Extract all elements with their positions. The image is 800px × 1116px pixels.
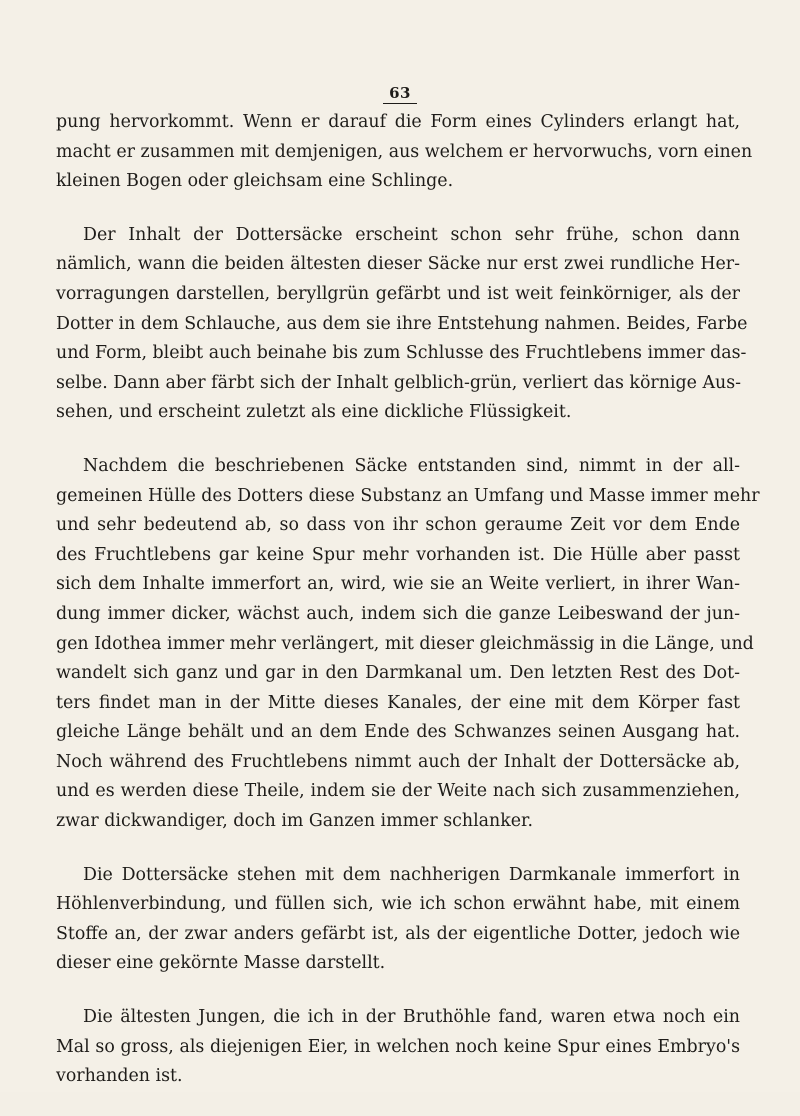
text-line: gemeinen Hülle des Dotters diese Substanz an Umfang und Masse immer mehr	[56, 485, 760, 506]
text-line: sich dem Inhalte immerfort an, wird, wie sie an Weite verliert, in ihrer Wan-	[56, 574, 740, 595]
text-line: dung immer dicker, wächst auch, indem sich die ganze Leibeswand der jun-	[56, 603, 740, 624]
text-line: dieser eine gekörnte Masse darstellt.	[56, 953, 386, 974]
text-line: selbe. Dann aber färbt sich der Inhalt gelblich-grün, verliert das körnige Aus-	[56, 372, 742, 393]
text-line: pung hervorkommt. Wenn er darauf die Form eines Cylinders erlangt hat,	[56, 112, 740, 132]
text-line: wandelt sich ganz und gar in den Darmkanal um. Den letzten Rest des Dot-	[56, 663, 740, 684]
text-line: Nachdem die beschriebenen Säcke entstanden sind, nimmt in der all-	[83, 455, 740, 476]
text-line: vorragungen darstellen, beryllgrün gefärbt und ist weit feinkörniger, als der	[56, 283, 740, 304]
text-line: und sehr bedeutend ab, so dass von ihr schon geraume Zeit vor dem Ende	[56, 515, 740, 536]
text-line: Die Dottersäcke stehen mit dem nachherigen Darmkanale immerfort in	[83, 864, 740, 885]
text-line: sehen, und erscheint zuletzt als eine dickliche Flüssigkeit.	[56, 402, 572, 423]
text-line: kleinen Bogen oder gleichsam eine Schlinge.	[56, 171, 454, 192]
paragraph-2	[56, 221, 748, 428]
text-line: nämlich, wann die beiden ältesten dieser Säcke nur erst zwei rundliche Her-	[56, 254, 740, 275]
text-line: gleiche Länge behält und an dem Ende des Schwanzes seinen Ausgang hat.	[56, 722, 740, 743]
text-line: Mal so gross, als diejenigen Eier, in welchen noch keine Spur eines Embryo's	[56, 1036, 740, 1057]
text-line: Stoffe an, der zwar anders gefärbt ist, als der eigentliche Dotter, jedoch wie	[56, 923, 740, 944]
text-line: vorhanden ist.	[56, 1066, 183, 1087]
text-line: des Fruchtlebens gar keine Spur mehr vorhanden ist. Die Hülle aber passt	[56, 544, 740, 565]
text-line: Noch während des Fruchtlebens nimmt auch der Inhalt der Dottersäcke ab,	[56, 751, 740, 772]
paragraph-5	[56, 1003, 740, 1092]
page-body	[56, 108, 760, 1116]
text-line: und es werden diese Theile, indem sie der Weite nach sich zusammenziehen,	[56, 781, 740, 802]
text-line: Dotter in dem Schlauche, aus dem sie ihre Entstehung nahmen. Beides, Farbe	[56, 313, 748, 334]
text-line: ters findet man in der Mitte dieses Kanales, der eine mit dem Körper fast	[56, 692, 740, 713]
text-line: Die ältesten Jungen, die ich in der Bruthöhle fand, waren etwa noch ein	[83, 1007, 740, 1028]
text-line: und Form, bleibt auch beinahe bis zum Schlusse des Fruchtlebens immer das-	[56, 343, 747, 364]
text-line: Höhlenverbindung, und füllen sich, wie ich schon erwähnt habe, mit einem	[56, 894, 740, 915]
page-number: 63	[0, 84, 800, 104]
text-line: Der Inhalt der Dottersäcke erscheint schon sehr frühe, schon dann	[83, 224, 740, 245]
text-line: gen Idothea immer mehr verlängert, mit dieser gleichmässig in die Länge, und	[56, 633, 754, 654]
paragraph-1	[56, 108, 753, 197]
paragraph-3	[56, 452, 760, 837]
text-line: macht er zusammen mit demjenigen, aus welchem er hervorwuchs, vorn einen	[56, 141, 753, 162]
text-line: zwar dickwandiger, doch im Ganzen immer schlanker.	[56, 811, 533, 832]
paragraph-4	[56, 861, 740, 979]
